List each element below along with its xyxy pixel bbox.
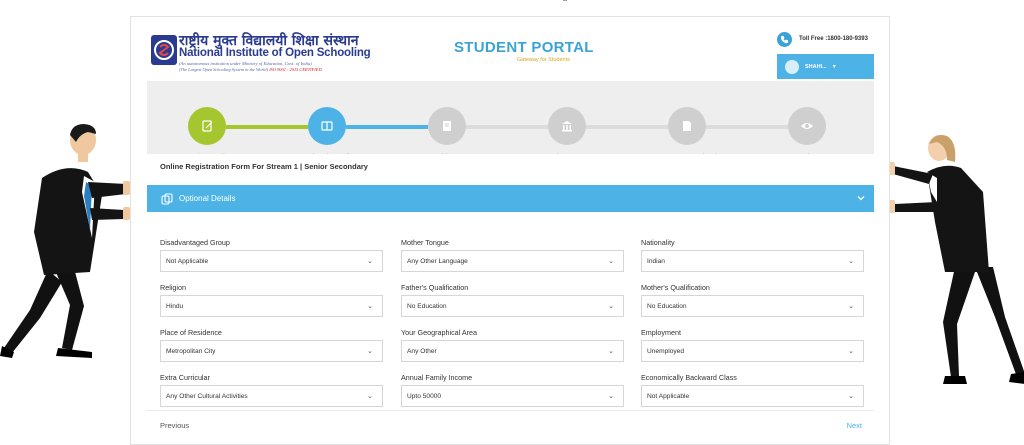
field-label: Place of Residence [160,328,222,337]
chevron-down-icon: ⌄ [848,303,854,310]
form-navigation [147,410,874,445]
field-label: Economically Backward Class [641,373,737,382]
field-label: Annual Family Income [401,373,473,382]
user-name: SHAHI... [805,63,827,70]
field-value: No Education [407,302,447,310]
field-select[interactable] [641,250,864,272]
field-select[interactable] [401,250,624,272]
logo-subtitle-2-text: (The Largest Open Schooling System in the World) [179,67,269,72]
field-select[interactable] [160,385,383,407]
field-value: Any Other [407,347,437,355]
previous-button[interactable]: Previous [160,421,190,430]
collapse-chevron-icon[interactable] [856,193,866,203]
portal-header [131,17,890,81]
chevron-down-icon: ⌄ [848,258,854,265]
eye-icon [799,118,815,134]
step-circle[interactable] [548,107,586,145]
field-select[interactable] [160,340,383,362]
nios-logo-icon[interactable] [151,35,177,65]
field-value: Upto 50000 [407,392,442,400]
chevron-down-icon: ⌄ [608,303,614,310]
field-value: Hindu [166,302,184,310]
optional-details-section-header[interactable] [147,185,874,212]
field-value: No Education [647,302,687,310]
field-label: Extra Curricular [160,373,210,382]
field-select[interactable] [641,340,864,362]
field-label: Your Geographical Area [401,328,478,337]
field-select[interactable] [401,340,624,362]
step-circle[interactable] [788,107,826,145]
document-icon [679,118,695,134]
chevron-down-icon: ⌄ [367,258,373,265]
portal-tagline: Gateway for Students [517,57,570,63]
chevron-down-icon: ⌄ [608,258,614,265]
book-icon [439,118,455,134]
field-select[interactable] [160,295,383,317]
field-label: Religion [160,283,186,292]
field-select[interactable] [641,385,864,407]
portal-title: STUDENT PORTAL [454,39,594,56]
edit-icon [199,118,215,134]
field-value: Indian [647,257,665,265]
optional-details-form [147,212,874,408]
field-label: Father's Qualification [401,283,469,292]
field-value: Metropolitan City [166,347,216,355]
logo-hindi-name: राष्ट्रीय मुक्त विद्यालयी शिक्षा संस्थान [179,33,359,49]
chevron-down-icon: ⌄ [608,348,614,355]
book-open-icon [319,118,335,134]
form-title: Online Registration Form For Stream 1 | Senior Secondary [147,154,874,179]
next-button[interactable]: Next [846,421,862,430]
chevron-down-icon: ⌄ [367,348,373,355]
field-value: Not Applicable [647,392,690,400]
logo-english-name [179,47,371,59]
logo-subtitle-2 [179,67,322,72]
field-label: Employment [641,328,681,337]
step-circle[interactable] [428,107,466,145]
field-value: Not Applicable [166,257,209,265]
field-label: Disadvantaged Group [160,238,230,247]
section-title: Optional Details [179,194,236,203]
logo-english-prefix: National Institute of [179,47,286,59]
logo-subtitle: (An autonomous institution under Ministry of Education, Govt. of India) [179,61,312,66]
iso-badge: ISO 9001 : 2015 CERTIFIED [269,67,322,72]
field-label: Mother Tongue [401,238,449,247]
chevron-down-icon: ⌄ [848,393,854,400]
step-circle[interactable] [668,107,706,145]
field-label: Nationality [641,238,675,247]
field-value: Unemployed [647,347,685,355]
heading-fragment [555,0,583,2]
avatar [785,60,799,74]
user-menu-button[interactable] [777,54,874,79]
field-value: Any Other Language [407,257,468,265]
toll-free-number: Toll Free :1800-180-9393 [799,36,868,42]
field-select[interactable] [401,295,624,317]
field-select[interactable] [401,385,624,407]
chevron-down-icon: ⌄ [608,393,614,400]
institution-icon [559,118,575,134]
field-select[interactable] [160,250,383,272]
phone-icon [777,32,792,47]
chevron-down-icon: ⌄ [367,393,373,400]
field-value: Any Other Cultural Activities [166,392,248,400]
step-circle[interactable] [308,107,346,145]
chevron-down-icon: ⌄ [848,348,854,355]
chevron-down-icon: ▾ [832,64,836,70]
student-portal-window [130,16,890,445]
field-label: Mother's Qualification [641,283,710,292]
field-select[interactable] [641,295,864,317]
toll-free [777,31,868,47]
section-copy-icon [161,193,173,205]
businesswoman-illustration [885,132,1024,402]
chevron-down-icon: ⌄ [367,303,373,310]
step-circle[interactable] [188,107,226,145]
businessman-illustration [0,120,135,365]
logo-english-accent: Open Schooling [285,47,371,59]
